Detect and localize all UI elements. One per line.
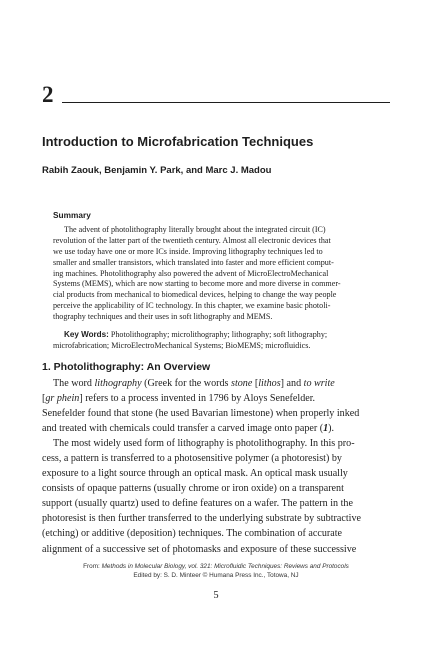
- body-line: The most widely used form of lithography is photolithography. In this pro-: [53, 438, 355, 450]
- summary-line: we use today have one or more ICs inside. Improving lithography techniques led to: [53, 246, 323, 256]
- summary-line: thography techniques and their uses in soft lithography and MEMS.: [53, 312, 273, 322]
- key-words-line: microfabrication; MicroElectroMechanical Systems; BioMEMS; microfluidics.: [53, 340, 311, 350]
- body-line: (etching) or additive (deposition) techniques. The combination of accurate: [42, 528, 342, 540]
- chapter-title: Introduction to Microfabrication Techniques: [42, 134, 314, 149]
- body-line: [gr phein] refers to a process invented in 1796 by Aloys Senefelder.: [42, 393, 316, 405]
- body-line: consists of opaque patterns (usually chrome or iron oxide) on a transparent: [42, 483, 344, 495]
- chapter-header: [42, 82, 390, 108]
- key-words-label: Key Words:: [64, 330, 109, 339]
- body-line: support (usually quartz) used to define features on a wafer. The pattern in the: [42, 498, 353, 510]
- citation-ref: 1: [323, 423, 329, 435]
- summary-line: smaller and smaller transistors, which translated into faster and more efficient comput-: [53, 257, 334, 267]
- key-words-text: Photolithography; microlithography; lithography; soft lithography;: [110, 330, 328, 339]
- body-line: and treated with chemicals could transfer a carved image onto paper (1).: [42, 423, 335, 435]
- section-heading: 1. Photolithography: An Overview: [42, 361, 211, 373]
- summary-line: ing machines. Photolithography also powered the advent of MicroElectroMechanical: [53, 268, 329, 278]
- summary-line: revolution of the latter part of the twentieth century. Almost all electronic devices that: [53, 235, 331, 245]
- body-line: alignment of a successive set of photomasks and exposure of these successive: [42, 543, 357, 555]
- body-line: exposure to a light source through an optical mask. An optical mask usually: [42, 468, 348, 480]
- page-number: 5: [213, 590, 219, 601]
- footnote-line: Edited by: S. D. Minteer © Humana Press Inc., Totowa, NJ: [133, 572, 299, 579]
- body-line: cess, a pattern is transferred to a photosensitive polymer (a photoresist) by: [42, 453, 342, 465]
- summary-line: cial products from mechanical to biomedical devices, helping to change the way people: [53, 290, 337, 300]
- chapter-rule: [62, 102, 390, 103]
- body-line: photoresist is then further transferred to the underlying substrate by subtractive: [42, 513, 361, 525]
- chapter-number: 2: [42, 82, 54, 107]
- summary-text: [53, 225, 378, 323]
- key-words: [53, 330, 378, 352]
- summary-line: Systems (MEMS), which are now starting to become more and more diverse in commer-: [53, 279, 341, 289]
- body-line: The word lithography (Greek for the words stone [lithos] and to write: [53, 378, 335, 389]
- summary-heading: Summary: [53, 210, 91, 220]
- key-words-line: [53, 330, 378, 341]
- source-footnote: [42, 562, 390, 580]
- section-body: [42, 376, 390, 557]
- footnote-line: From: Methods in Molecular Biology, vol. 321: Microfluidic Techniques: Reviews and Protocols: [83, 563, 349, 570]
- summary-line: perceive the applicability of IC technology. In this chapter, we examine basic photoli-: [53, 301, 331, 311]
- author-list: Rabih Zaouk, Benjamin Y. Park, and Marc J. Madou: [42, 165, 272, 176]
- summary-line: The advent of photolithography literally brought about the integrated circuit (IC): [64, 225, 326, 234]
- body-line: Senefelder found that stone (he used Bavarian limestone) when properly inked: [42, 408, 360, 420]
